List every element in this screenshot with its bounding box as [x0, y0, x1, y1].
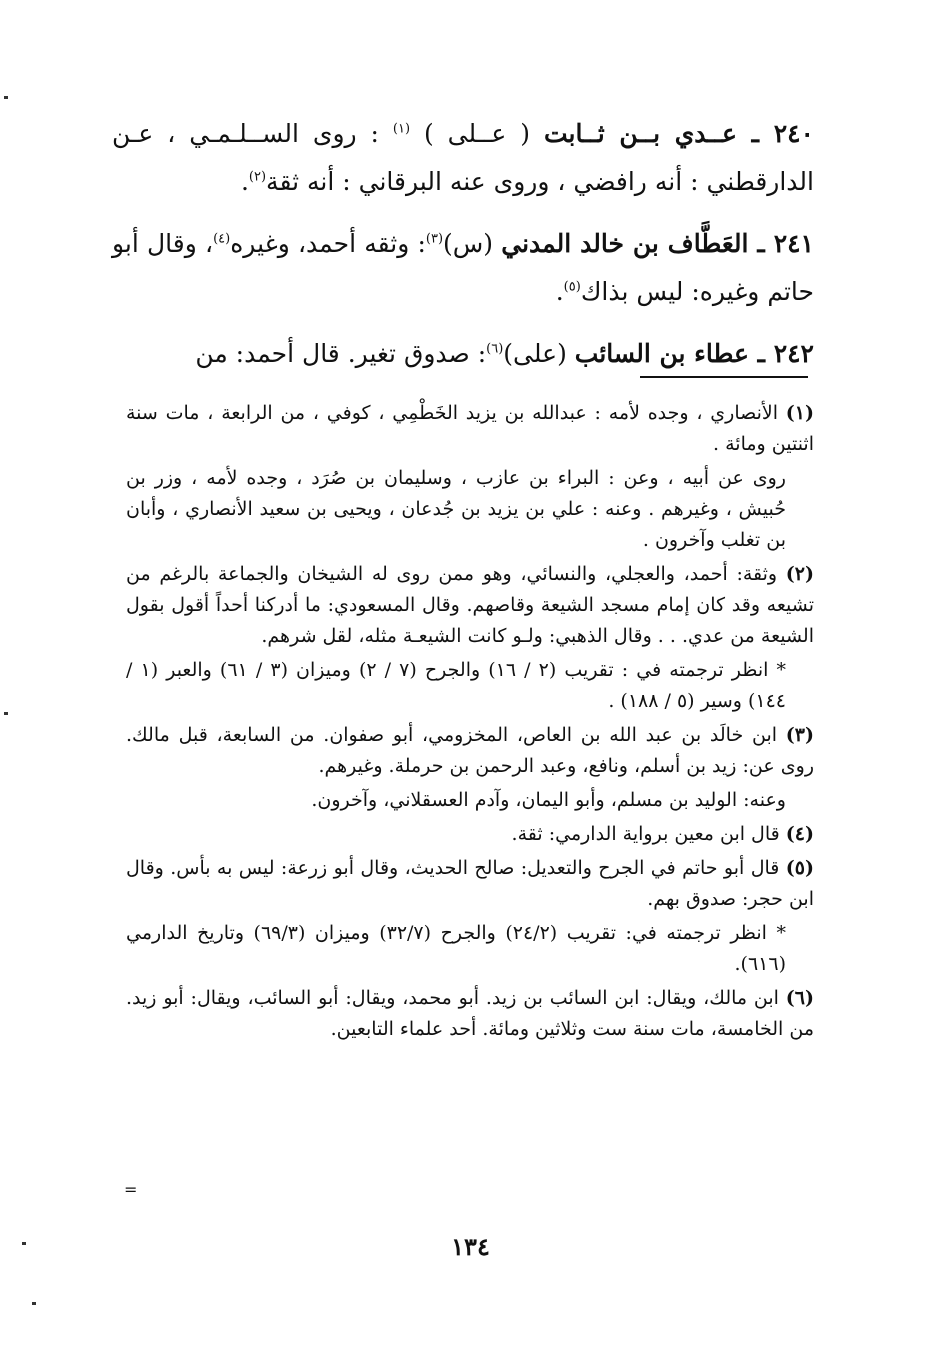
footnote-5-sources: * انظر ترجمته في: تقريب (٢٤/٢) والجرح (٣٢/٧) وميزان (٦٩/٣) وتاريخ الدارمي (٦١٦). [126, 922, 786, 975]
footnote-number: (٣) [785, 724, 814, 746]
footnote-ref[interactable]: (١) [392, 121, 411, 137]
entry-240 [112, 110, 814, 206]
entry-end: . [555, 277, 564, 306]
entry-tail: (على) [503, 339, 575, 368]
footnote-text: قال أبو حاتم في الجرح والتعديل: صالح الحديث، وقال أبو زرعة: ليس به بأس. وقال ابن حجر: صدوق بهم. [126, 857, 814, 910]
footnote-ref[interactable]: (٦) [486, 341, 504, 357]
entry-head: ٢٤٠ ـ عــدي بــن ثــابت [543, 119, 814, 148]
footnote-ref[interactable]: (٤) [213, 231, 231, 247]
entry-text: : صدوق تغير. قال أحمد: من [195, 339, 487, 368]
entry-241 [112, 220, 814, 316]
footnote-4 [126, 819, 814, 850]
footnote-5 [126, 853, 814, 915]
entry-end: . [240, 167, 249, 196]
footnote-2 [126, 559, 814, 652]
footnote-ref[interactable]: (٣) [425, 231, 444, 247]
footnote-number: (٢) [785, 563, 814, 585]
scan-speck [4, 96, 8, 99]
footnote-number: (٦) [785, 987, 814, 1009]
footnote-text: ابن مالك، ويقال: ابن السائب بن زيد. أبو محمد، ويقال: أبو السائب، ويقال: أبو زيد. من الخامسة، مات سنة ست وثلاثين ومائة. أحد علماء التابعين. [126, 987, 814, 1040]
footnote-number: (٥) [785, 857, 814, 879]
footnote-text: الأنصاري ، وجده لأمه : عبدالله بن يزيد الخَطْمِي ، كوفي ، من الرابعة ، مات سنة اثنتين ومائة . [126, 402, 814, 455]
main-text [112, 110, 814, 392]
footnote-1 [126, 398, 814, 460]
scan-speck [4, 712, 8, 715]
footnote-6 [126, 983, 814, 1045]
scan-speck [32, 1302, 36, 1305]
entry-end: ، وقال أبو حاتم وغيره: ليس بذاك [112, 229, 814, 306]
footnote-number: (١) [785, 402, 814, 424]
footnote-text: قال ابن معين برواية الدارمي: ثقة. [511, 823, 786, 845]
entry-head: ٢٤١ ـ العَطَّاف بن خالد المدني [501, 229, 814, 258]
footnote-text: ابن خالَد بن عبد الله بن العاص، المخزومي، أبو صفوان. من السابعة، قبل مالك. روى عن: زيد بن أسلم، ونافع، وعبد الرحمن بن حرملة. وغيرهم. [126, 724, 814, 777]
footnote-ref[interactable]: (٥) [563, 279, 581, 295]
entry-text: : وثقه أحمد، وغيره [230, 229, 426, 258]
footnote-number: (٤) [785, 823, 814, 845]
footnote-3 [126, 720, 814, 782]
entry-tail: ( عــلى ) [410, 119, 544, 148]
scan-speck [22, 1242, 26, 1245]
entry-242 [112, 330, 814, 378]
footnotes [126, 398, 814, 1048]
footnote-3-continued: وعنه: الوليد بن مسلم، وأبو اليمان، وآدم العسقلاني، وآخرون. [311, 789, 786, 811]
footnote-2-sources: * انظر ترجمته في : تقريب (٢ / ١٦) والجرح (٧ / ٢) وميزان (٣ / ٦١) والعبر (١ / ١٤٤) وسير (٥ / ١٨٨) . [126, 659, 787, 712]
footnote-1-continued: روى عن أبيه ، وعن : البراء بن عازب ، وسليمان بن صُرَد ، وجده لأمه ، وزر بن حُبيش ، وغيرهم . وعنه : علي بن يزيد بن جُدعان ، ويحيى بن سعيد الأنصاري ، وأبان بن تغلب وآخرون . [126, 467, 786, 551]
entry-tail: (س) [443, 229, 502, 258]
entry-head: ٢٤٢ ـ عطاء بن السائب [574, 339, 814, 368]
footnote-text: وثقة: أحمد، والعجلي، والنسائي، وهو ممن روى له الشيخان والجماعة بالرغم من تشيعه وقد كان إمام مسجد الشيعة وقاصهم. وقال المسعودي: ما أدركنا أحداً أقول بقول الشيعة من عدي. . . وقال الذهبي: ولـو كانت الشيعـة مثله، لقل شرهم. [126, 563, 814, 647]
continuation-mark: = [124, 1180, 138, 1199]
footnote-separator [640, 376, 808, 378]
entry-text: : روى الســلـمـي ، عـن الدارقطني : أنه رافضي ، وروى عنه البرقاني : أنه ثقة [112, 119, 814, 196]
page-number: ١٣٤ [451, 1232, 490, 1261]
footnote-ref[interactable]: (٢) [248, 169, 267, 185]
